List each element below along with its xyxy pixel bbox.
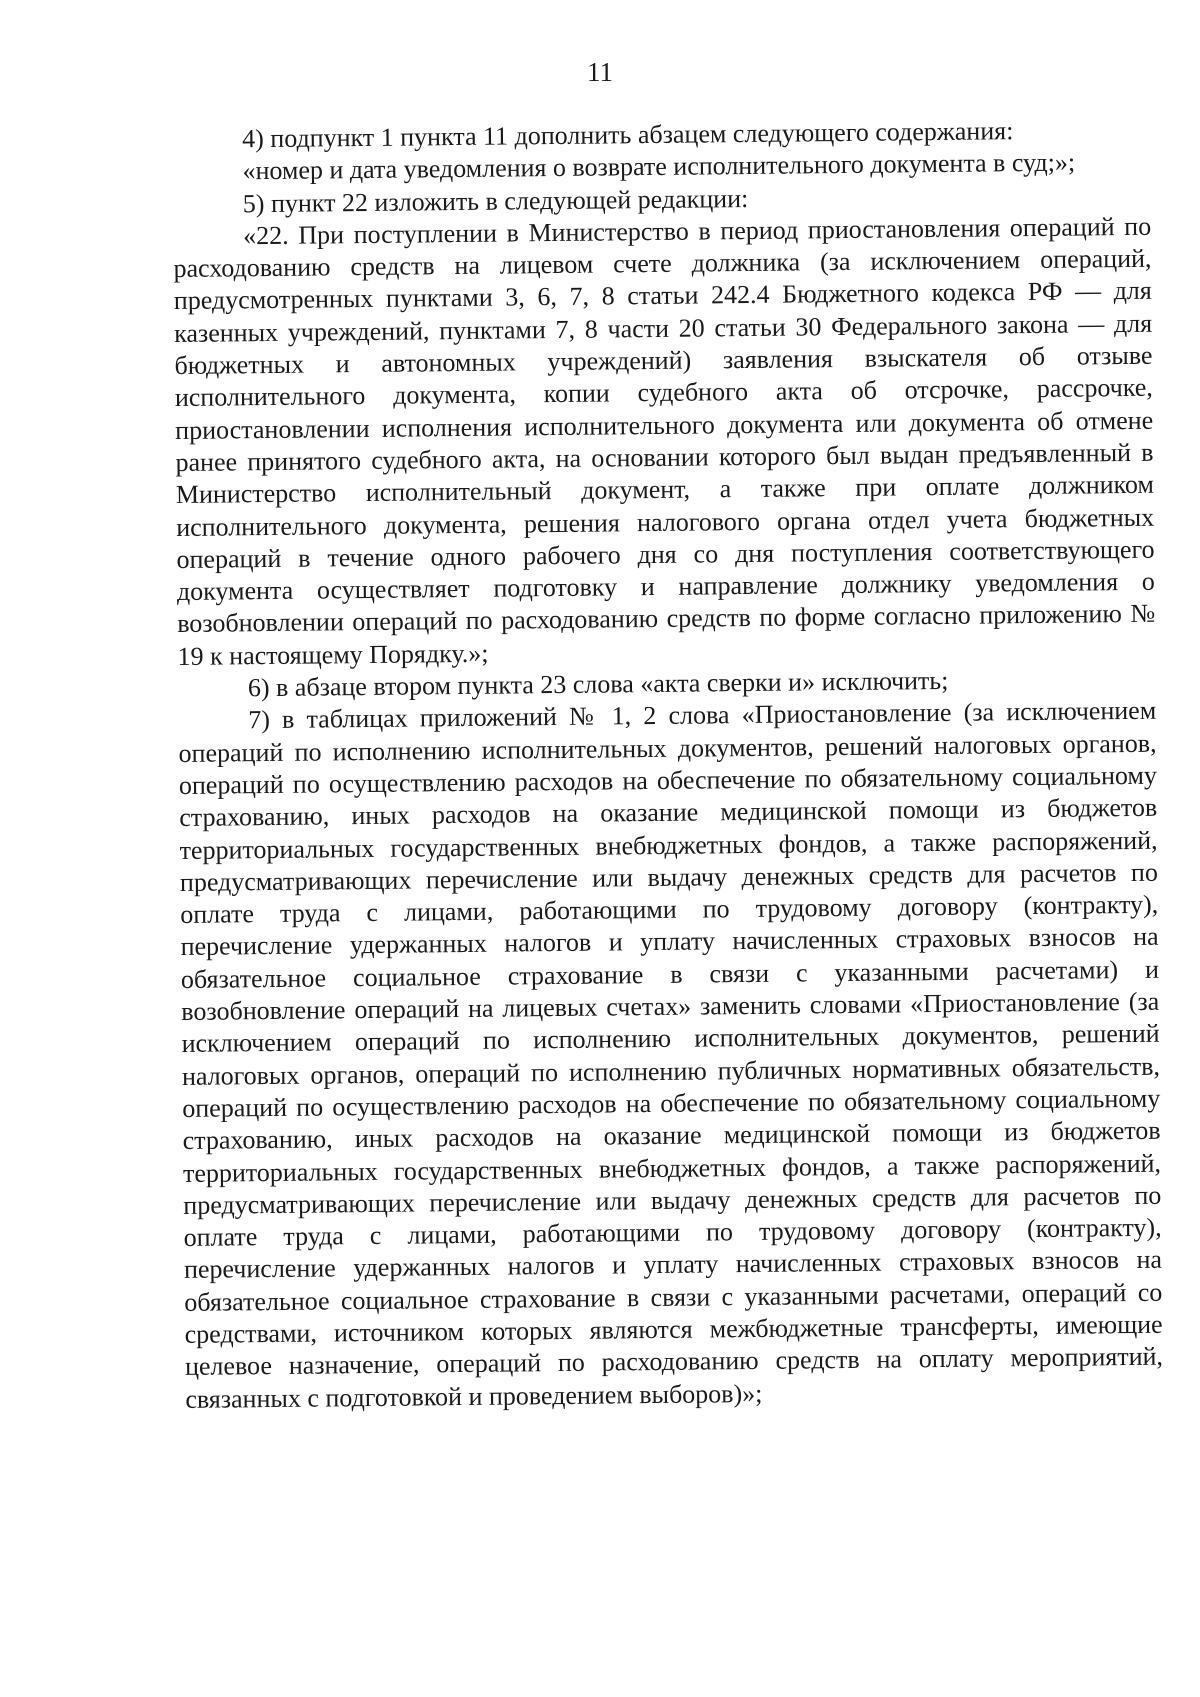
paragraph-item-7: 7) в таблицах приложений № 1, 2 слова «Приостановление (за исключением операций по исполнению исполнительных документов, решений налоговых органов, операций по осуществлению расходов на обеспечение по обязательному социальному страхованию, иных расходов на оказание медицинской помощи из бюджетов территориальных государственных внебюджетных фондов, а также распоряжений, предусматривающих перечисление или выдачу денежных средств для расчетов по оплате труда с лицами, работающими по трудовому договору (контракту), перечисление удержанных налогов и уплату начисленных страховых взносов на обязательное социальное страхование в связи с указанными расчетами) и возобновление операций на лицевых счетах» заменить словами «Приостановление (за исключением операций по исполнению исполнительных документов, решений налоговых органов, операций по исполнению публичных нормативных обязательств, операций по осуществлению расходов на обеспечение по обязательному социальному страхованию, иных расходов на оказание медицинской помощи из бюджетов территориальных государственных внебюджетных фондов, а также распоряжений, предусматривающих перечисление или выдачу денежных средств для расчетов по оплате труда с лицами, работающими по трудовому договору (контракту), перечисление удержанных налогов и уплату начисленных страховых взносов на обязательное социальное страхование в связи с указанными расчетами, операций со средствами, источником которых являются межбюджетные трансферты, имеющие целевое назначение, операций по расходованию средств на оплату мероприятий, связанных с подготовкой и проведением выборов)»; <box>178 696 1164 1414</box>
paragraph-item-6: 6) в абзаце втором пункта 23 слова «акта сверки и» исключить; <box>247 665 949 703</box>
paragraph-item-5: 5) пункт 22 изложить в следующей редакции: <box>242 183 749 218</box>
document-body <box>172 114 1163 1416</box>
paragraph-quoted-text: «номер и дата уведомления о возврате исполнительного документа в суд;»; <box>242 147 1076 186</box>
paragraph-item-4: 4) подпункт 1 пункта 11 дополнить абзацем следующего содержания: <box>242 116 1014 154</box>
page-number: 11 <box>587 57 613 87</box>
paragraph-point-22: «22. При поступлении в Министерство в период приостановления операций по расходованию средств на лицевом счете должника (за исключением операций, предусмотренных пунктами 3, 6, 7, 8 статьи 242.4 Бюджетного кодекса РФ — для казенных учреждений, пунктами 7, 8 части 20 статьи 30 Федерального закона — для бюджетных и автономных учреждений) заявления взыскателя об отзыве исполнительного документа, копии судебного акта об отсрочке, рассрочке, приостановлении исполнения исполнительного документа или документа об отмене ранее принятого судебного акта, на основании которого был выдан предъявленный в Министерство исполнительный документ, а также при оплате должником исполнительного документа, решения налогового органа отдел учета бюджетных операций в течение одного рабочего дня со дня поступления соответствующего документа осуществляет подготовку и направление должнику уведомления о возобновлении операций по расходованию средств по форме согласно приложению № 19 к настоящему Порядку.»; <box>173 211 1156 671</box>
